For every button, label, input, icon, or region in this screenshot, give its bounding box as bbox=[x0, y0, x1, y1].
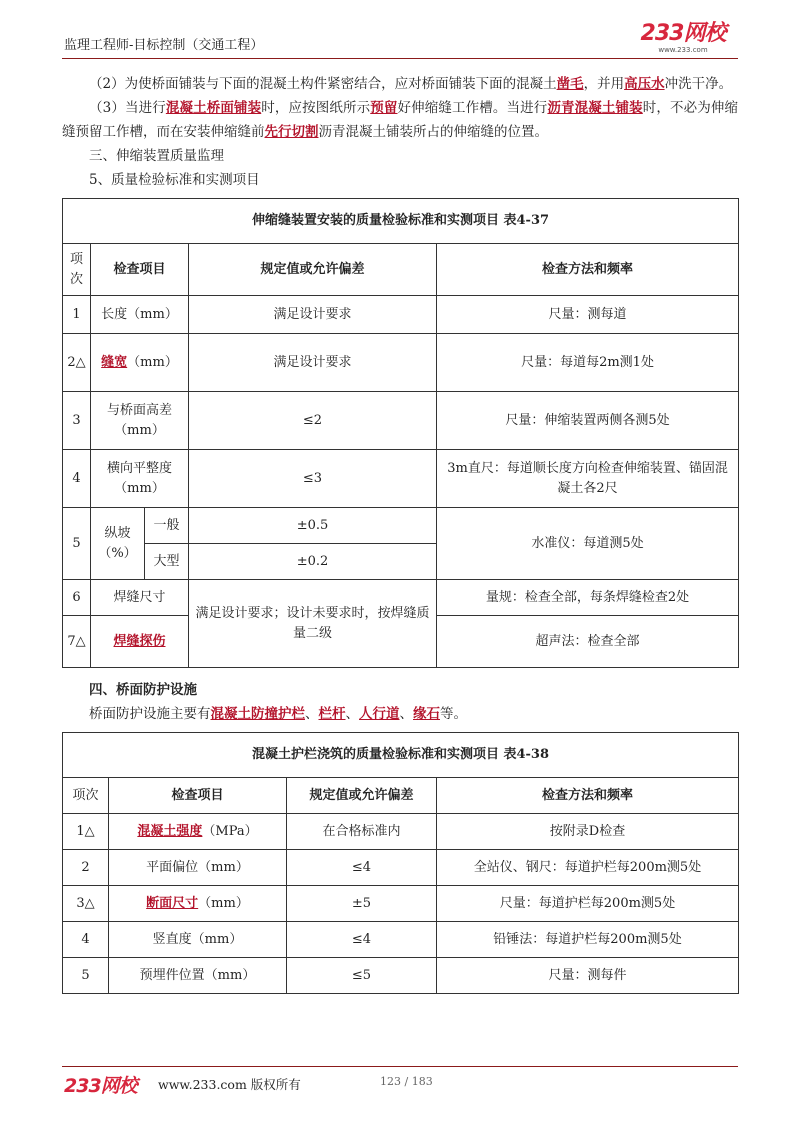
cell-no: 1 bbox=[63, 296, 91, 334]
logo-url: www.233.com bbox=[658, 46, 708, 54]
cell-method: 铅锤法：每道护栏每200m测5处 bbox=[437, 922, 739, 958]
table-header-row bbox=[63, 244, 739, 296]
keyword-link[interactable]: 先行切割 bbox=[264, 124, 319, 140]
cell-method: 尺量：每道每2m测1处 bbox=[437, 334, 739, 392]
footer-copyright: www.233.com 版权所有 bbox=[158, 1077, 301, 1092]
cell-method: 按附录D检查 bbox=[437, 814, 739, 850]
table-row bbox=[63, 580, 739, 616]
section-heading-4: 四、桥面防护设施 bbox=[89, 682, 197, 698]
text: （mm） bbox=[198, 895, 249, 911]
table-caption-row bbox=[63, 733, 739, 778]
cell-spec: ≤4 bbox=[287, 850, 437, 886]
cell-spec: ±5 bbox=[287, 886, 437, 922]
document-title: 监理工程师-目标控制（交通工程） bbox=[64, 38, 264, 53]
cell-spec: 满足设计要求；设计未要求时，按焊缝质量二级 bbox=[189, 580, 437, 668]
cell-no: 2 bbox=[63, 850, 109, 886]
table-4-38 bbox=[62, 732, 739, 994]
text: 沥青混凝土铺装所占的伸缩缝的位置。 bbox=[318, 124, 548, 140]
cell-no: 3△ bbox=[63, 886, 109, 922]
header-spec: 规定值或允许偏差 bbox=[287, 778, 437, 814]
text: （MPa） bbox=[202, 823, 258, 839]
cell-method: 尺量：测每道 bbox=[437, 296, 739, 334]
cell-item: 预埋件位置（mm） bbox=[109, 958, 287, 994]
keyword-link[interactable]: 栏杆 bbox=[318, 706, 346, 722]
text: 、 bbox=[399, 706, 413, 722]
header-item: 检查项目 bbox=[91, 244, 189, 296]
keyword-link[interactable]: 混凝土强度 bbox=[137, 823, 203, 839]
text: （3）当进行 bbox=[89, 100, 166, 116]
text: 时，不必为伸缩缝预留工作槽，而在安装伸缩缝前 bbox=[62, 100, 739, 140]
keyword-link[interactable]: 混凝土防撞护栏 bbox=[210, 706, 305, 722]
cell-method: 3m直尺：每道顺长度方向检查伸缩装置、锚固混凝土各2尺 bbox=[437, 450, 739, 508]
cell-spec: 在合格标准内 bbox=[287, 814, 437, 850]
cell-item bbox=[91, 616, 189, 668]
table-caption: 混凝土护栏浇筑的质量检验标准和实测项目 表4-38 bbox=[63, 733, 739, 778]
page-content bbox=[62, 72, 738, 994]
cell-method: 尺量：测每件 bbox=[437, 958, 739, 994]
text: 冲洗干净。 bbox=[664, 76, 733, 92]
header-no: 项次 bbox=[63, 778, 109, 814]
brand-logo bbox=[628, 22, 738, 54]
cell-item: 纵坡（%） bbox=[91, 508, 145, 580]
cell-item bbox=[109, 814, 287, 850]
cell-item: 平面偏位（mm） bbox=[109, 850, 287, 886]
table-row bbox=[63, 334, 739, 392]
table-row bbox=[63, 508, 739, 544]
table-row bbox=[63, 958, 739, 994]
header-spec: 规定值或允许偏差 bbox=[189, 244, 437, 296]
cell-item: 焊缝尺寸 bbox=[91, 580, 189, 616]
cell-spec: ≤2 bbox=[189, 392, 437, 450]
page-header bbox=[62, 21, 738, 59]
keyword-link[interactable]: 缘石 bbox=[413, 706, 440, 722]
table-caption-row bbox=[63, 199, 739, 244]
cell-item: 竖直度（mm） bbox=[109, 922, 287, 958]
header-method: 检查方法和频率 bbox=[437, 244, 739, 296]
keyword-link[interactable]: 沥青混凝土铺装 bbox=[547, 100, 643, 116]
table-row bbox=[63, 922, 739, 958]
cell-item: 横向平整度（mm） bbox=[91, 450, 189, 508]
cell-method: 量规：检查全部，每条焊缝检查2处 bbox=[437, 580, 739, 616]
cell-method: 尺量：伸缩装置两侧各测5处 bbox=[437, 392, 739, 450]
cell-method: 超声法：检查全部 bbox=[437, 616, 739, 668]
cell-no: 2△ bbox=[63, 334, 91, 392]
logo-text: 233网校 bbox=[640, 21, 726, 46]
cell-item: 与桥面高差（mm） bbox=[91, 392, 189, 450]
cell-no: 5 bbox=[63, 508, 91, 580]
cell-spec: 满足设计要求 bbox=[189, 334, 437, 392]
paragraph-3 bbox=[62, 96, 738, 144]
text: 等。 bbox=[440, 706, 467, 722]
keyword-link[interactable]: 混凝土桥面铺装 bbox=[165, 100, 262, 116]
cell-no: 6 bbox=[63, 580, 91, 616]
cell-spec: ≤5 bbox=[287, 958, 437, 994]
keyword-link[interactable]: 凿毛 bbox=[556, 76, 584, 92]
table-row bbox=[63, 450, 739, 508]
cell-no: 4 bbox=[63, 922, 109, 958]
cell-spec: ±0.5 bbox=[189, 508, 437, 544]
cell-item bbox=[91, 334, 189, 392]
header-method: 检查方法和频率 bbox=[437, 778, 739, 814]
cell-spec: ≤3 bbox=[189, 450, 437, 508]
table-row bbox=[63, 886, 739, 922]
cell-no: 5 bbox=[63, 958, 109, 994]
page-footer bbox=[62, 1066, 738, 1097]
cell-method: 水准仪：每道测5处 bbox=[437, 508, 739, 580]
cell-subitem: 一般 bbox=[145, 508, 189, 544]
keyword-link[interactable]: 焊缝探伤 bbox=[113, 633, 166, 649]
text: （mm） bbox=[127, 354, 178, 370]
table-4-37 bbox=[62, 198, 739, 668]
keyword-link[interactable]: 断面尺寸 bbox=[146, 895, 199, 911]
text: 、 bbox=[345, 706, 359, 722]
cell-spec: ±0.2 bbox=[189, 544, 437, 580]
text: （2）为使桥面铺装与下面的混凝土构件紧密结合，应对桥面铺装下面的混凝土 bbox=[89, 76, 557, 92]
page-number: 123 / 183 bbox=[380, 1075, 433, 1088]
footer-logo: 233网校 bbox=[64, 1075, 137, 1097]
cell-no: 1△ bbox=[63, 814, 109, 850]
text: 桥面防护设施主要有 bbox=[89, 706, 211, 722]
table-row bbox=[63, 850, 739, 886]
table-header-row bbox=[63, 778, 739, 814]
text: 、 bbox=[305, 706, 319, 722]
cell-subitem: 大型 bbox=[145, 544, 189, 580]
text: 时，应按图纸所示 bbox=[261, 100, 371, 116]
cell-item bbox=[109, 886, 287, 922]
paragraph-2 bbox=[62, 72, 738, 96]
keyword-link[interactable]: 预留 bbox=[370, 100, 398, 116]
cell-spec: 满足设计要求 bbox=[189, 296, 437, 334]
cell-spec: ≤4 bbox=[287, 922, 437, 958]
table-row bbox=[63, 296, 739, 334]
cell-no: 4 bbox=[63, 450, 91, 508]
keyword-link[interactable]: 高压水 bbox=[624, 76, 665, 92]
table-caption: 伸缩缝装置安装的质量检验标准和实测项目 表4-37 bbox=[63, 199, 739, 244]
keyword-link[interactable]: 人行道 bbox=[359, 706, 400, 722]
header-item: 检查项目 bbox=[109, 778, 287, 814]
table-row bbox=[63, 392, 739, 450]
text: 好伸缩缝工作槽。当进行 bbox=[397, 100, 548, 116]
section-heading-3: 三、伸缩装置质量监理 bbox=[89, 148, 224, 164]
paragraph-4 bbox=[62, 702, 738, 726]
cell-item: 长度（mm） bbox=[91, 296, 189, 334]
table-row bbox=[63, 814, 739, 850]
sub-heading-5: 5、质量检验标准和实测项目 bbox=[89, 172, 260, 188]
cell-method: 全站仪、钢尺：每道护栏每200m测5处 bbox=[437, 850, 739, 886]
text: ，并用 bbox=[583, 76, 625, 92]
cell-method: 尺量：每道护栏每200m测5处 bbox=[437, 886, 739, 922]
keyword-link[interactable]: 缝宽 bbox=[101, 354, 128, 370]
header-no: 项次 bbox=[63, 244, 91, 296]
cell-no: 3 bbox=[63, 392, 91, 450]
cell-no: 7△ bbox=[63, 616, 91, 668]
